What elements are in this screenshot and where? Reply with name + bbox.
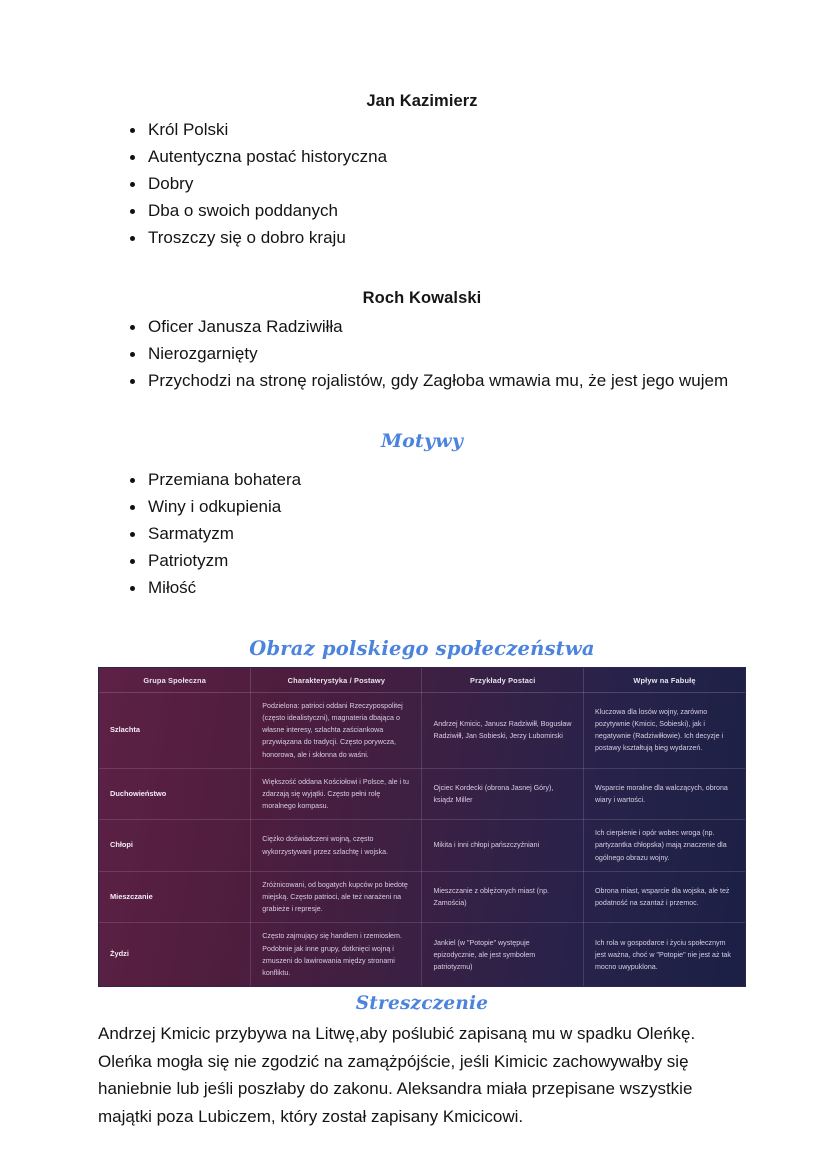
cell-impact: Ich rola w gospodarce i życiu społecznym jest ważna, choć w "Potopie" nie jest aż tak mocno uwypuklona. [594,938,731,971]
cell-traits: Ciężko doświadczeni wojną, często wykorzystywani przez szlachtę i wojska. [251,820,422,872]
column-header-impact: Wpływ na Fabułę [583,668,745,693]
cell-traits: Zróżnicowani, od bogatych kupców po biedotę miejską. Często patrioci, ale też narażeni na grabieże i represje. [251,871,422,923]
cell-examples: Ojciec Kordecki (obrona Jasnej Góry), ksiądz Miller [422,768,584,820]
list-item: Sarmatyzm [98,522,746,547]
cell-examples: Jankiel (w "Potopie" występuje epizodycznie, ale jest symbolem patriotyzmu) [422,923,584,986]
motywy-heading: Motywy [380,429,464,452]
list-item: Troszczy się o dobro kraju [98,226,746,251]
list-item: Przychodzi na stronę rojalistów, gdy Zagłoba wmawia mu, że jest jego wujem [98,369,746,394]
column-header-group: Grupa Społeczna [99,668,251,693]
section-heading: Roch Kowalski [362,288,482,307]
list-item: Król Polski [98,118,746,143]
cell-impact: Kluczowa dla losów wojny, zarówno pozytywnie (Kmicic, Sobieski), jak i negatywnie (Radziwiłłowie). Ich decyzje i postawy kształtują bieg wydarzeń. [583,692,745,768]
list-item: Patriotyzm [98,549,746,574]
summary-body: Andrzej Kmicic przybywa na Litwę,aby poślubić zapisaną mu w spadku Oleńkę. Oleńka mogła się nie zgodzić na zamążpójście, jeśli Kimicic zachowywałby się haniebnie lub jeśli poszłaby do zakonu. Aleksandra miała przepisane wszystkie majątki poza Lubiczem, który został zapisany Kmicicowi. [98,1024,696,1126]
note-content [98,92,746,1130]
column-header-traits: Charakterystyka / Postawy [251,668,422,693]
table-row [99,923,745,986]
cell-group: Szlachta [99,692,251,768]
section-motywy [98,430,746,601]
bullet-list-roch-kowalski [98,315,746,394]
section-social-table [98,637,746,987]
cell-examples: Mieszczanie z oblężonych miast (np. Zamościa) [422,871,584,923]
section-heading: Jan Kazimierz [366,92,478,110]
list-item: Oficer Janusza Radziwiłła [98,315,746,340]
cell-group: Duchowieństwo [99,768,251,820]
column-header-examples: Przykłady Postaci [422,668,584,693]
cell-examples: Andrzej Kmicic, Janusz Radziwiłł, Bogusław Radziwiłł, Jan Sobieski, Jerzy Lubomirski [422,692,584,768]
cell-group: Chłopi [99,820,251,872]
cell-traits: Podzielona: patrioci oddani Rzeczypospolitej (często idealistyczni), magnateria dbająca o własne interesy, szlachta zaściankowa przywiązana do tradycji. Często porywcza, honorowa, ale i skłonna do waśni. [251,692,422,768]
list-item: Dba o swoich poddanych [98,199,746,224]
cell-traits: Większość oddana Kościołowi i Polsce, ale i tu zdarzają się wyjątki. Często pełni rolę moralnego kompasu. [251,768,422,820]
social-table [99,668,745,986]
list-item: Przemiana bohatera [98,468,746,493]
section-jan-kazimierz [98,92,746,251]
table-row [99,768,745,820]
list-item: Winy i odkupienia [98,495,746,520]
list-item: Dobry [98,172,746,197]
section-streszczenie [98,993,746,1130]
social-table-container [98,667,746,987]
cell-traits: Często zajmujący się handlem i rzemiosłem. Podobnie jak inne grupy, dotknięci wojną i zmuszeni do lawirowania między stronami konfliktu. [251,923,422,986]
cell-impact: Wsparcie moralne dla walczących, obrona wiary i wartości. [583,768,745,820]
spacer [98,396,746,430]
table-row [99,820,745,872]
cell-group: Żydzi [99,923,251,986]
table-row [99,692,745,768]
spacer [98,603,746,637]
section-roch-kowalski [98,289,746,394]
table-title: Obraz polskiego społeczeństwa [249,636,595,660]
spacer [98,452,746,468]
list-item: Nierozgarnięty [98,342,746,367]
spacer [98,253,746,289]
cell-impact: Obrona miast, wsparcie dla wojska, ale też podatność na szantaż i przemoc. [583,871,745,923]
cell-group: Mieszczanie [99,871,251,923]
list-item: Autentyczna postać historyczna [98,145,746,170]
list-item: Miłość [98,576,746,601]
table-header-row [99,668,745,693]
summary-title: Streszczenie [355,993,489,1015]
cell-impact: Ich cierpienie i opór wobec wroga (np. partyzantka chłopska) mają znaczenie dla ogólnego obrazu wojny. [583,820,745,872]
table-row [99,871,745,923]
cell-examples: Mikita i inni chłopi pańszczyźniani [422,820,584,872]
bullet-list-jan-kazimierz [98,118,746,251]
bullet-list-motywy [98,468,746,601]
